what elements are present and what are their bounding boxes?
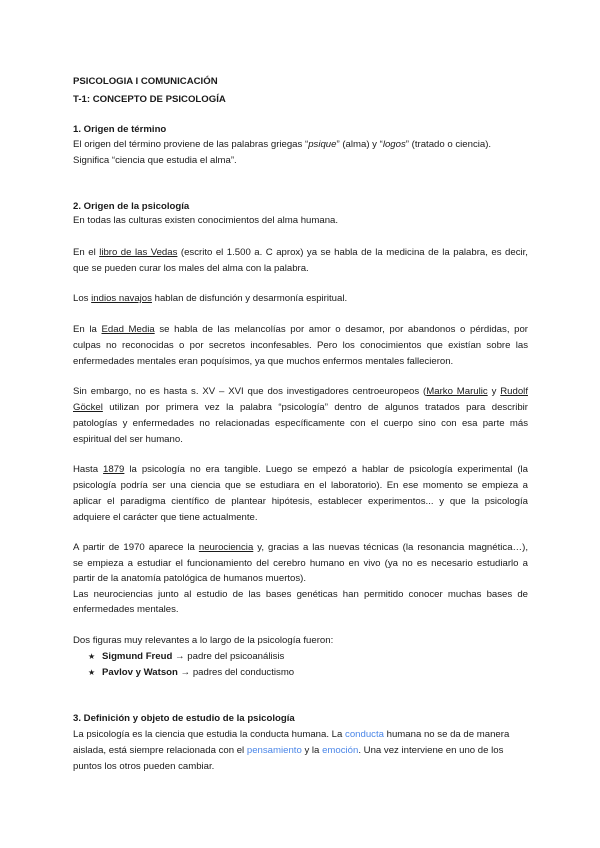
- paragraph-1970-line-4: Las neurociencias junto al estudio de las bases genéticas han permitido conocer muchas bases de: [73, 589, 528, 600]
- rudolf-link: Rudolf: [500, 386, 528, 397]
- edad-media-link: Edad Media: [101, 324, 155, 335]
- neurociencia-link: neurociencia: [198, 542, 254, 553]
- emocion-term: emoción: [322, 745, 359, 756]
- gockel-link: Göckel: [73, 402, 103, 413]
- list-item-freud: Sigmund Freud → padre del psicoanálisis: [102, 651, 285, 662]
- paragraph-1879-line-2: psicología podría ser una ciencia que se estudiara en el laboratorio). En ese momento se empieza a: [73, 480, 528, 491]
- conducta-term: conducta: [345, 729, 384, 740]
- paragraph-figures: Dos figuras muy relevantes a lo largo de la psicología fueron:: [73, 635, 334, 646]
- paragraph-edad-media-line-2: culpas no reconocidas o por secretos inconfesables. Pero los conocimientos que existían sobre las: [73, 340, 528, 351]
- navajos-link: indios navajos: [91, 293, 152, 304]
- section-3-line-2: aislada, está siempre relacionada con el pensamiento y la emoción. Una vez interviene en uno de los: [73, 745, 504, 756]
- paragraph-1879-line-3: aplicar el paradigma científico de plantear hipótesis, establecer experimentos... y que la psicología: [73, 496, 528, 507]
- star-bullet-icon: ★: [88, 652, 96, 661]
- paragraph-1970-line-1: A partir de 1970 aparece la neurociencia y, gracias a las nuevas técnicas (la resonancia magnética…),: [73, 542, 528, 553]
- paragraph-sin-embargo-line-4: espiritual del ser humano.: [73, 434, 183, 445]
- section-1-line-2: Significa “ciencia que estudia el alma”.: [73, 155, 237, 166]
- paragraph-1879-line-4: adquiere el carácter que tiene actualmente.: [73, 512, 258, 523]
- paragraph-1970-line-5: enfermedades mentales.: [73, 604, 179, 615]
- document-subtitle: T-1: CONCEPTO DE PSICOLOGÍA: [73, 94, 226, 105]
- paragraph-sin-embargo-line-2: Göckel utilizan por primera vez la palabra “psicología” dentro de algunos tratados para describir: [73, 402, 528, 413]
- paragraph-edad-media-line-1: En la Edad Media se habla de las melancolías por amor o desamor, por abandonos o pérdidas, por: [73, 324, 528, 335]
- paragraph-vedas-line-2: que se pueden curar los males del alma con la palabra.: [73, 263, 309, 274]
- year-1879-link: 1879: [103, 464, 125, 475]
- section-3-line-1: La psicología es la ciencia que estudia la conducta humana. La conducta humana no se da de manera: [73, 729, 510, 740]
- section-3-line-3: puntos los otros pueden cambiar.: [73, 761, 215, 772]
- paragraph-navajos: Los indios navajos hablan de disfunción y desarmonía espiritual.: [73, 293, 348, 304]
- star-bullet-icon: ★: [88, 668, 96, 677]
- vedas-link: libro de las Vedas: [99, 247, 178, 258]
- paragraph-sin-embargo-line-1: Sin embargo, no es hasta s. XV – XVI que dos investigadores centroeuropeos (Marko Marulic y Rudolf: [73, 386, 528, 397]
- paragraph-1970-line-3: partir de la anatomía patológica de humanos muertos).: [73, 573, 307, 584]
- section-2-heading: 2. Origen de la psicología: [73, 201, 190, 212]
- paragraph-edad-media-line-3: enfermedades mentales eran poquísimos, ya que muchos enfermos mentales fallecieron.: [73, 356, 454, 367]
- paragraph-vedas-line-1: En el libro de las Vedas (escrito el 1.500 a. C aprox) ya se habla de la medicina de la palabra, es decir,: [73, 247, 528, 258]
- document-title: PSICOLOGIA I COMUNICACIÓN: [73, 76, 218, 87]
- section-1-heading: 1. Origen de término: [73, 124, 167, 135]
- paragraph-1970-line-2: se empieza a estudiar el funcionamiento del cerebro humano en vivo (ya no es necesario estudiarlo a: [73, 558, 528, 569]
- list-item-pavlov-watson: Pavlov y Watson → padres del conductismo: [102, 667, 295, 678]
- marulic-link: Marko Marulic: [426, 386, 488, 397]
- section-3-heading: 3. Definición y objeto de estudio de la psicología: [73, 713, 295, 724]
- pensamiento-term: pensamiento: [246, 745, 302, 756]
- paragraph-1879-line-1: Hasta 1879 la psicología no era tangible. Luego se empezó a hablar de psicología experimental (la: [73, 464, 528, 475]
- paragraph-sin-embargo-line-3: patologías y enfermedades no relacionadas específicamente con el cuerpo sino con esa parte más: [73, 418, 528, 429]
- paragraph-cultures: En todas las culturas existen conocimientos del alma humana.: [73, 215, 339, 226]
- section-1-line-1: El origen del término proviene de las palabras griegas “psique” (alma) y “logos” (tratado o ciencia).: [73, 139, 492, 150]
